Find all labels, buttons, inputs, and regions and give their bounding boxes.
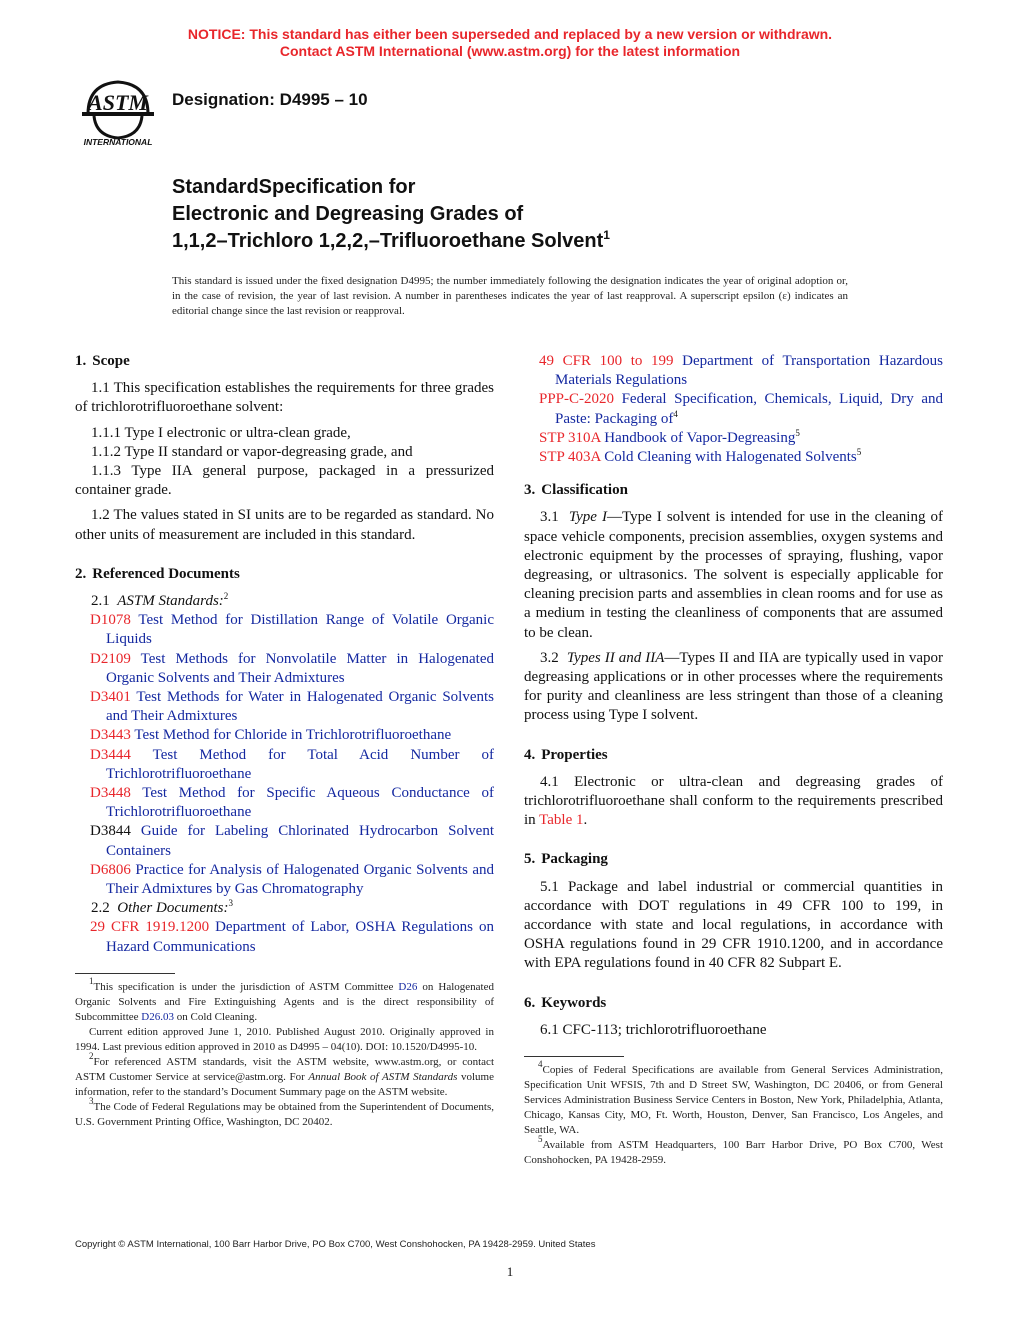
- section-heading-properties: 4. Properties: [524, 746, 608, 763]
- page-number: 1: [506, 1264, 514, 1279]
- footnote-4: $^4$Copies of Federal Specifications are available from General Services Administration, Specification Unit WFSIS, 7th and D Street SW, Washington, DC 20406, or from General Services Administration Business Service Centers in Boston, New York, Philadelphia, Atlanta, Chicago, Kansas City, MO, Ft. Worth, Houston, Denver, San Francisco, Los Angeles, and Seattle, WA.: [524, 1059, 943, 1137]
- ref-d2109[interactable]: D2109 Test Methods for Nonvolatile Matter in Halogenated Organic Solvents and Their Admixtures: [90, 650, 494, 686]
- table-1-link[interactable]: Table 1: [539, 812, 584, 829]
- footnote-2: $^2$For referenced ASTM standards, visit the ASTM website, www.astm.org, or contact ASTM Customer Service at service@astm.org. For Annual Book of ASTM Standards volume information, refer to the standard’s Document Summary page on the ASTM website.: [75, 1050, 494, 1098]
- right-column: [524, 352, 943, 1168]
- paragraph-1-2: 1.2 The values stated in SI units are to be regarded as standard. No other units of measurement are included in this standard.: [75, 507, 494, 543]
- paragraph-1-1-2: 1.1.2 Type II standard or vapor-degreasing grade, and: [91, 443, 413, 460]
- footnote-1-edition: Current edition approved June 1, 2010. Published August 2010. Originally approved in 1994. Last previous edition approved in 2010 as D4995 – 04(10). DOI: 10.1520/D4995-10.: [75, 1025, 494, 1053]
- committee-d26-link[interactable]: D26: [398, 980, 418, 993]
- ref-d3401[interactable]: D3401 Test Methods for Water in Halogenated Organic Solvents and Their Admixtures: [90, 689, 495, 725]
- footnote-3: $^3$The Code of Federal Regulations may be obtained from the Superintendent of Documents, U.S. Government Printing Office, Washington, DC 20402.: [75, 1095, 494, 1128]
- section-heading-keywords: 6. Keywords: [524, 994, 607, 1011]
- subcommittee-d26-03-link[interactable]: D26.03: [141, 1010, 174, 1023]
- paragraph-4-1: 4.1 Electronic or ultra-clean and degreasing grades of trichlorotrifluoroethane shall conform to the requirements prescribed in Table 1.: [524, 773, 943, 829]
- ref-d3844[interactable]: D3844 Guide for Labeling Chlorinated Hydrocarbon Solvent Containers: [90, 823, 494, 859]
- footnote-ref-1[interactable]: 1: [603, 228, 610, 242]
- ref-d6806[interactable]: D6806 Practice for Analysis of Halogenated Organic Solvents and Their Admixtures by Gas Chromatography: [90, 861, 495, 898]
- section-heading-scope: 1. Scope: [75, 353, 130, 369]
- ref-stp-310a[interactable]: STP 310A Handbook of Vapor-Degreasing$^5$: [539, 427, 800, 446]
- footnote-divider-right: [524, 1056, 624, 1057]
- copyright-line: Copyright © ASTM International, 100 Barr Harbor Drive, PO Box C700, West Conshohocken, PA 19428-2959. United States: [75, 1239, 596, 1250]
- ref-d3443[interactable]: D3443 Test Method for Chloride in Trichlorotrifluoroethane: [90, 727, 452, 744]
- ref-ppp-c-2020[interactable]: PPP-C-2020 Federal Specification, Chemicals, Liquid, Dry and Paste: Packaging $of^4$: [539, 391, 944, 427]
- ref-d3448[interactable]: D3448 Test Method for Specific Aqueous Conductance of Trichlorotrifluoroethane: [90, 785, 494, 821]
- ref-49-cfr-100-199[interactable]: 49 CFR 100 to 199 Department of Transportation Hazardous Materials Regulations: [539, 353, 943, 389]
- title-line-2: Electronic and Degreasing Grades of: [172, 203, 524, 225]
- logo-letters: ASTM: [88, 90, 148, 115]
- title-line-1: StandardSpecification for: [172, 176, 416, 198]
- footnote-1: $^1$This specification is under the jurisdiction of ASTM Committee D26 on Halogenated Organic Solvents and Fire Extinguishing Agents and is the direct responsibility of Subcommittee D26.03 on Cold Cleaning.: [75, 975, 495, 1023]
- section-heading-referenced-documents: 2. Referenced Documents: [75, 565, 240, 582]
- paragraph-3-2: 3.2 Types II and IIA—Types II and IIA are typically used in vapor degreasing applications or in other processes where the requirements for purity and cleanliness are less stringent than those of a cleaning process using Type I solvent.: [524, 649, 943, 724]
- ref-d1078[interactable]: D1078 Test Method for Distillation Range of Volatile Organic Liquids: [90, 612, 494, 648]
- withdrawal-notice: [0, 26, 1020, 60]
- section-heading-packaging: 5. Packaging: [524, 851, 608, 868]
- paragraph-1-1-1: 1.1.1 Type I electronic or ultra-clean grade,: [91, 424, 351, 441]
- notice-line-2: Contact ASTM International (www.astm.org) for the latest information: [279, 43, 741, 59]
- astm-logo-icon: [74, 76, 162, 146]
- left-column: [75, 352, 494, 1130]
- ref-stp-403a[interactable]: STP 403A Cold Cleaning with Halogenated Solvents$^5$: [539, 447, 862, 466]
- paragraph-1-1-3: 1.1.3 Type IIA general purpose, packaged in a pressurized container grade.: [75, 463, 494, 499]
- designation: Designation: D4995 – 10: [172, 90, 368, 109]
- footnote-divider: [75, 973, 175, 974]
- ref-29-cfr-1919-1200[interactable]: 29 CFR 1919.1200 Department of Labor, OSHA Regulations on Hazard Communications: [90, 919, 494, 955]
- footnote-5: $^5$Available from ASTM Headquarters, 100 Barr Harbor Drive, PO Box C700, West Conshohocken, PA 19428-2959.: [524, 1134, 943, 1167]
- section-heading-classification: 3. Classification: [524, 482, 628, 499]
- logo-org-text: INTERNATIONAL: [83, 137, 153, 146]
- subsection-other-documents: 2.2 Other Documents:$^3$: [91, 898, 233, 917]
- ref-d3444[interactable]: D3444 Test Method for Total Acid Number of Trichlorotrifluoroethane: [90, 746, 495, 782]
- paragraph-3-1: 3.1 Type I—Type I solvent is intended for use in the cleaning of space vehicle components, precision assemblies, oxygen systems and electronic equipment by the processes of spraying, flushing, vapor degreasing, or ultrasonics. The solvent is especially applicable for cleaning precision parts and assemblies in clean rooms and for use as a medium in testing the cleanliness of components that are assumed to be clean.: [524, 509, 943, 641]
- paragraph-1-1: 1.1 This specification establishes the requirements for three grades of trichlorotrifluoroethane solvent:: [75, 380, 494, 416]
- issuance-note: This standard is issued under the fixed designation D4995; the number immediately following the designation indicates the year of original adoption or, in the case of revision, the year of last revision. A number in parentheses indicates the year of last reapproval. A superscript epsilon (ε) indicates an editorial change since the last revision or reapproval.: [172, 275, 848, 317]
- document-title: [172, 174, 610, 255]
- astm-logo-mark: [82, 82, 154, 138]
- paragraph-5-1: 5.1 Package and label industrial or commercial quantities in accordance with DOT regulations in 49 CFR 100 to 199, in accordance with state and local regulations, in accordance with OSHA regulations found in 29 CFR 1910.1200, and in accordance with EPA regulations found in 40 CFR 82 Subpart E.: [524, 878, 943, 972]
- subsection-astm-standards: 2.1 ASTM Standards:$^2$: [91, 591, 229, 610]
- notice-line-1: NOTICE: This standard has either been superseded and replaced by a new version or withdrawn.: [187, 26, 833, 42]
- title-line-3: 1,1,2–Trichloro 1,2,2,–Trifluoroethane Solvent$^1$: [172, 228, 610, 252]
- paragraph-6-1: 6.1 CFC-113; trichlorotrifluoroethane: [540, 1021, 767, 1038]
